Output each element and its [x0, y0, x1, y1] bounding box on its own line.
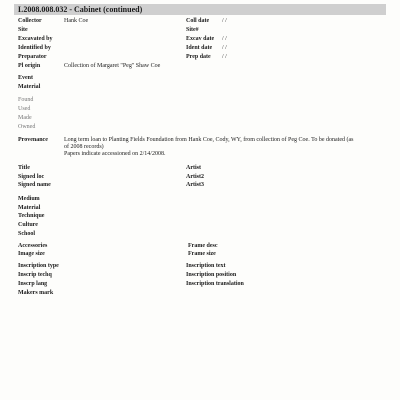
ident-date-label: Ident date [186, 45, 213, 51]
makers-mark-label: Makers mark [18, 290, 54, 296]
collector-value: Hank Coe [64, 18, 89, 24]
material-label: Material [18, 84, 41, 90]
art-material-label: Material [18, 205, 41, 211]
frame-desc-label: Frame desc [188, 243, 218, 249]
frame-size-label: Frame size [188, 251, 216, 257]
inscription-type-label: Inscription type [18, 263, 59, 269]
used-label: Used [18, 106, 31, 112]
event-label: Event [18, 75, 33, 81]
prep-date-label: Prep date [186, 54, 211, 60]
inscrp-lang-label: Inscrp lang [18, 281, 48, 287]
signed-name-label: Signed name [18, 182, 51, 188]
inscrip-techq-label: Inscrip techq [18, 272, 52, 278]
excav-date-label: Excav date [186, 36, 215, 42]
coll-date-value: / / [222, 18, 227, 24]
technique-label: Technique [18, 213, 45, 219]
inscription-position-label: Inscription position [186, 272, 237, 278]
artist2-label: Artist2 [186, 174, 204, 180]
preparator-label: Preparator [18, 54, 47, 60]
site-label: Site [18, 27, 28, 33]
identified-by-label: Identified by [18, 45, 51, 51]
found-label: Found [18, 97, 34, 103]
pl-origin-label: Pl origin [18, 63, 41, 69]
prep-date-value: / / [222, 54, 227, 60]
made-label: Made [18, 115, 32, 121]
excavated-by-label: Excavated by [18, 36, 53, 42]
coll-date-label: Coll date [186, 18, 210, 24]
provenance-line-2: of 2008 records) [64, 144, 104, 150]
provenance-label: Provenance [18, 137, 48, 143]
title-label: Title [18, 165, 30, 171]
record-header: L2008.008.032 - Cabinet (continued) [14, 4, 386, 15]
medium-label: Medium [18, 196, 40, 202]
signed-loc-label: Signed loc [18, 174, 45, 180]
school-label: School [18, 231, 36, 237]
ident-date-value: / / [222, 45, 227, 51]
owned-label: Owned [18, 124, 36, 130]
inscription-translation-label: Inscription translation [186, 281, 244, 287]
inscription-text-label: Inscription text [186, 263, 226, 269]
artist-label: Artist [186, 165, 201, 171]
pl-origin-value: Collection of Margaret "Peg" Shaw Coe [64, 63, 161, 69]
site-number-label: Site# [186, 27, 199, 33]
artist3-label: Artist3 [186, 182, 204, 188]
excav-date-value: / / [222, 36, 227, 42]
provenance-line-1: Long term loan to Planting Fields Foundation from Hank Coe, Cody, WY, from collection of Peg Coe. To be donated (as [64, 137, 354, 143]
collector-label: Collector [18, 18, 42, 24]
image-size-label: Image size [18, 251, 45, 257]
accessories-label: Accessories [18, 243, 48, 249]
culture-label: Culture [18, 222, 38, 228]
provenance-line-3: Papers indicate accessioned on 2/14/2008. [64, 151, 166, 157]
